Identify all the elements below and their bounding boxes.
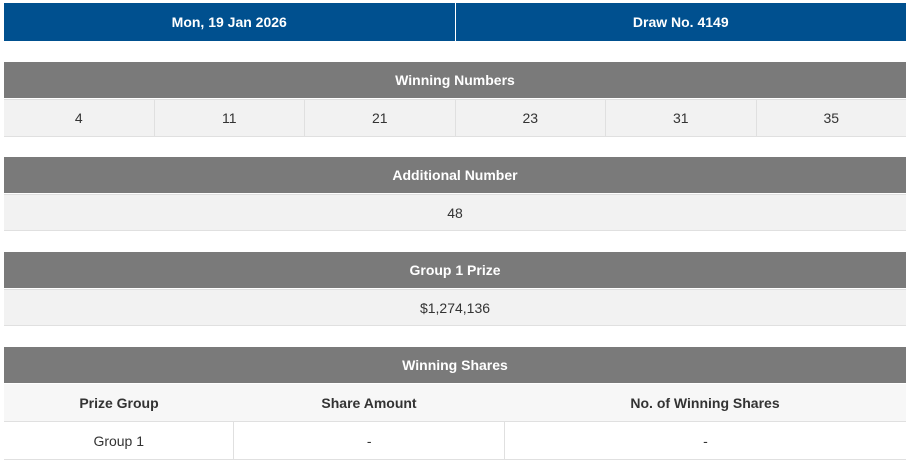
additional-number-value: 48 bbox=[4, 194, 906, 231]
winning-shares-title: Winning Shares bbox=[4, 347, 906, 383]
cell-share-amount: - bbox=[233, 422, 503, 459]
winning-number: 35 bbox=[756, 100, 907, 136]
winning-shares-table bbox=[4, 384, 906, 460]
winning-number: 31 bbox=[605, 100, 756, 136]
winning-numbers-row bbox=[4, 99, 906, 137]
column-header-share-amount: Share Amount bbox=[321, 394, 417, 411]
winning-numbers-title: Winning Numbers bbox=[4, 62, 906, 98]
draw-number: Draw No. 4149 bbox=[455, 3, 907, 41]
cell-winning-shares: - bbox=[504, 422, 906, 459]
table-row bbox=[4, 422, 906, 460]
group1-prize-title: Group 1 Prize bbox=[4, 252, 906, 288]
column-header-winning-shares: No. of Winning Shares bbox=[630, 394, 780, 411]
draw-date: Mon, 19 Jan 2026 bbox=[171, 14, 287, 30]
winning-number: 4 bbox=[74, 110, 83, 126]
winning-number: 23 bbox=[455, 100, 606, 136]
column-header-prize-group: Prize Group bbox=[79, 394, 159, 411]
draw-header bbox=[4, 3, 906, 41]
table-header-row bbox=[4, 384, 906, 422]
winning-number: 21 bbox=[304, 100, 455, 136]
additional-number-title: Additional Number bbox=[4, 157, 906, 193]
cell-prize-group: Group 1 bbox=[93, 432, 145, 449]
winning-number: 11 bbox=[154, 100, 305, 136]
group1-prize-value: $1,274,136 bbox=[4, 289, 906, 326]
